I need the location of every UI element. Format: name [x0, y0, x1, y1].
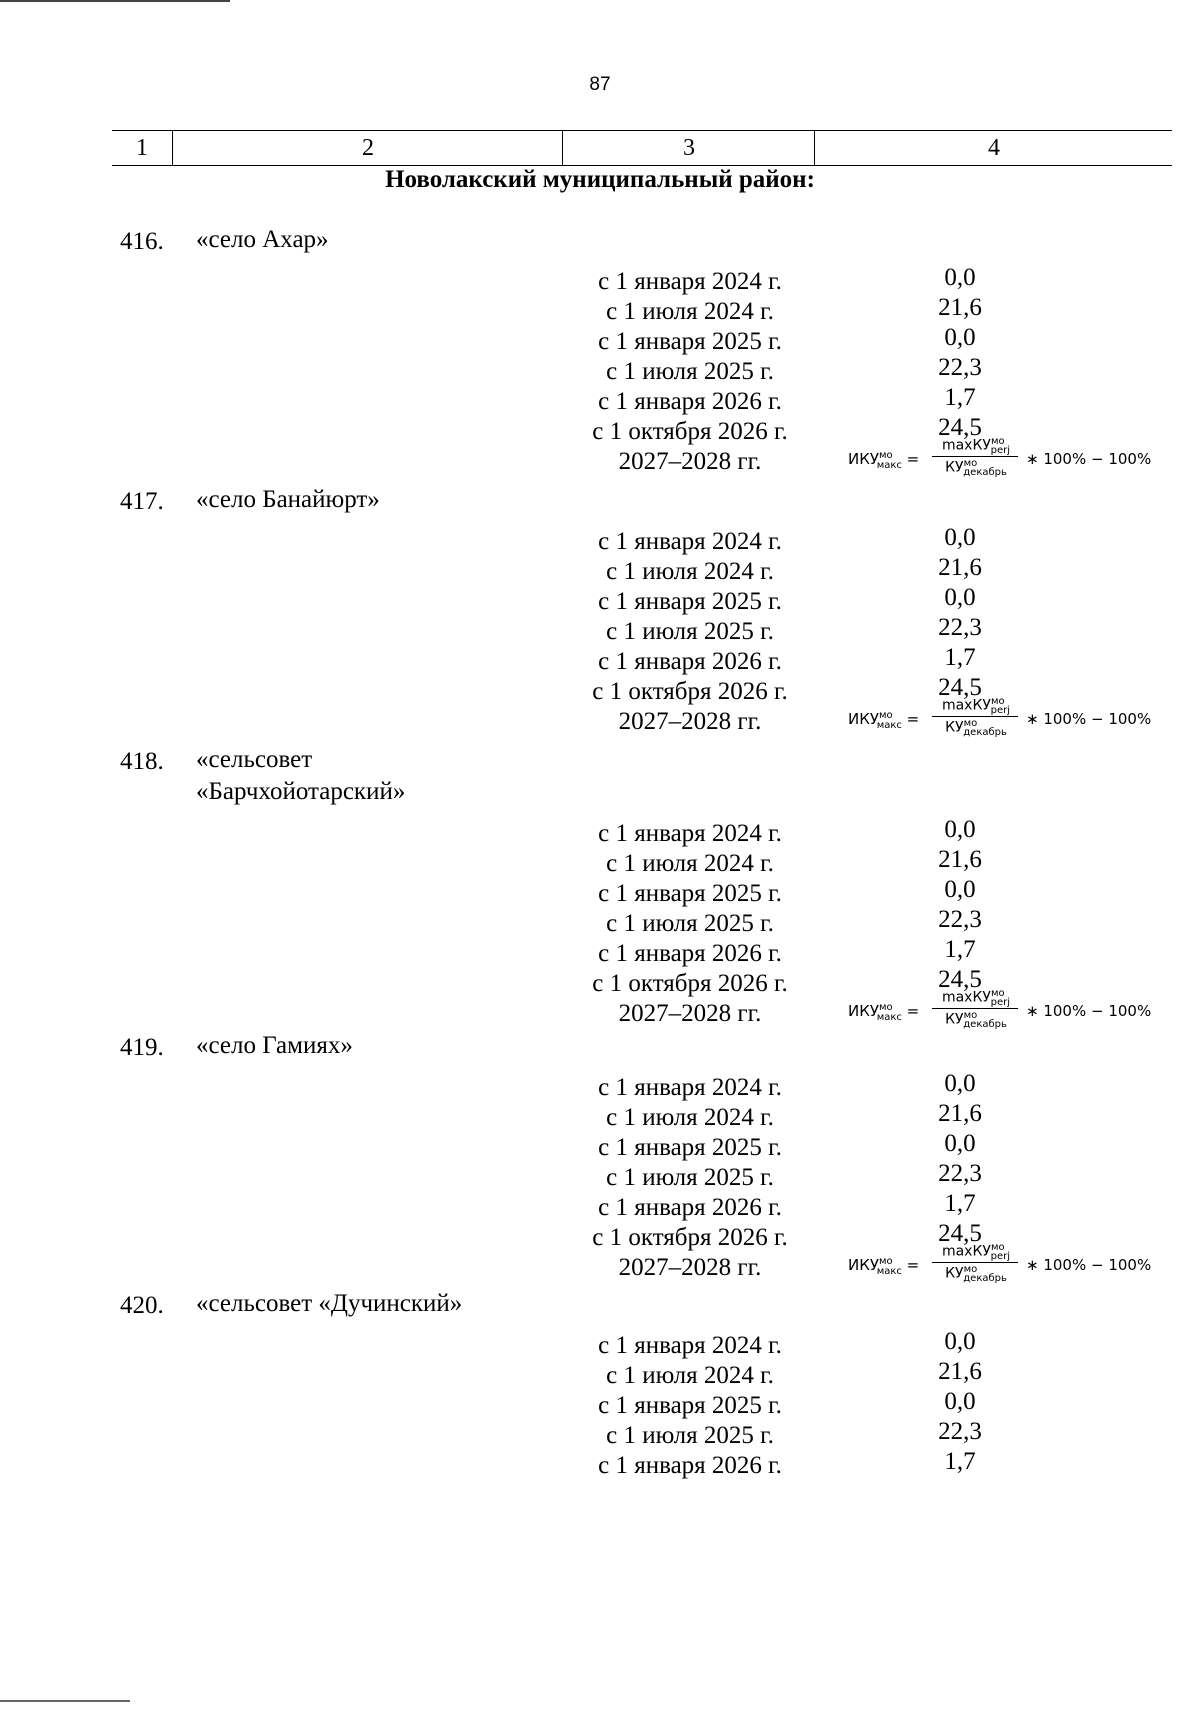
- rate-value: 24,5: [938, 1220, 982, 1247]
- rate-value: 1,7: [944, 1190, 976, 1217]
- period-label: с 1 января 2025 г.: [598, 588, 782, 615]
- rate-value: 21,6: [938, 1100, 982, 1127]
- formula-lhs: $ИКУ^{мо}_{макс}$ =: [848, 1256, 920, 1277]
- rate-value: 21,6: [938, 1358, 982, 1385]
- entry-name: [196, 484, 536, 516]
- rate-value: 1,7: [944, 936, 976, 963]
- rate-value: 1,7: [944, 644, 976, 671]
- period-label: с 1 июля 2024 г.: [606, 1362, 774, 1389]
- formula: [848, 438, 1178, 482]
- region-title: Новолакский муниципальный район:: [385, 166, 815, 193]
- period-label: с 1 июля 2025 г.: [606, 618, 774, 645]
- period-label: с 1 июля 2025 г.: [606, 1422, 774, 1449]
- entry-name: [196, 224, 536, 256]
- rate-value: 24,5: [938, 674, 982, 701]
- formula: [848, 990, 1178, 1034]
- rate-value: 0,0: [944, 584, 976, 611]
- period-label: с 1 января 2025 г.: [598, 1392, 782, 1419]
- column-header-1: 1: [136, 135, 148, 161]
- rate-value: 0,0: [944, 876, 976, 903]
- rate-value: 1,7: [944, 384, 976, 411]
- period-label: с 1 июля 2024 г.: [606, 850, 774, 877]
- formula-fraction-bar: [932, 456, 1018, 457]
- rate-value: 21,6: [938, 846, 982, 873]
- entry-number: 416.: [120, 228, 164, 255]
- entry-name-line: «село Гамиях»: [196, 1032, 353, 1059]
- period-label: с 1 января 2026 г.: [598, 1194, 782, 1221]
- period-label: с 1 января 2025 г.: [598, 328, 782, 355]
- period-label: с 1 июля 2024 г.: [606, 558, 774, 585]
- entry-name-line: «село Ахар»: [196, 226, 329, 253]
- formula-fraction-bar: [932, 1262, 1018, 1263]
- rate-value: 24,5: [938, 966, 982, 993]
- entry-number: 417.: [120, 488, 164, 515]
- period-label: с 1 октября 2026 г.: [592, 970, 788, 997]
- period-label: с 1 июля 2025 г.: [606, 1164, 774, 1191]
- column-header-row: [112, 130, 1172, 166]
- period-label: с 1 января 2024 г.: [598, 820, 782, 847]
- rate-value: 22,3: [938, 354, 982, 381]
- entry-number: 418.: [120, 748, 164, 775]
- rate-value: 1,7: [944, 1448, 976, 1475]
- formula-denominator: $КУ^{мо}_{декабрь}$: [945, 718, 1007, 739]
- period-label: с 1 января 2026 г.: [598, 388, 782, 415]
- formula-rhs: ∗ 100% − 100%: [1026, 710, 1152, 728]
- rate-value: 0,0: [944, 264, 976, 291]
- rate-value: 0,0: [944, 1328, 976, 1355]
- period-label: с 1 января 2025 г.: [598, 880, 782, 907]
- rate-value: 22,3: [938, 906, 982, 933]
- rate-value: 0,0: [944, 816, 976, 843]
- period-label: с 1 июля 2025 г.: [606, 910, 774, 937]
- period-label: 2027–2028 гг.: [618, 448, 762, 475]
- period-label: с 1 января 2025 г.: [598, 1134, 782, 1161]
- rate-value: 22,3: [938, 1160, 982, 1187]
- entry-name-line: «сельсовет «Дучинский»: [196, 1290, 463, 1317]
- rate-value: 0,0: [944, 1130, 976, 1157]
- period-label: 2027–2028 гг.: [618, 708, 762, 735]
- period-label: с 1 июля 2024 г.: [606, 1104, 774, 1131]
- rate-value: 22,3: [938, 1418, 982, 1445]
- formula-numerator: maxКУ$^{мо}_{perj}$: [941, 988, 1011, 1009]
- entry-name: [196, 1288, 536, 1320]
- entry-number: 420.: [120, 1292, 164, 1319]
- entry-name: [196, 744, 536, 808]
- entry-name-line: «Барчхойотарский»: [196, 778, 406, 805]
- formula: [848, 698, 1178, 742]
- column-header-2: 2: [172, 131, 563, 165]
- formula-numerator: maxКУ$^{мо}_{perj}$: [941, 1242, 1011, 1263]
- formula-denominator: $КУ^{мо}_{декабрь}$: [945, 1010, 1007, 1031]
- period-label: с 1 октября 2026 г.: [592, 1224, 788, 1251]
- rate-value: 0,0: [944, 524, 976, 551]
- period-label: с 1 января 2024 г.: [598, 1332, 782, 1359]
- period-label: с 1 января 2024 г.: [598, 528, 782, 555]
- formula-fraction-bar: [932, 1008, 1018, 1009]
- period-label: с 1 июля 2024 г.: [606, 298, 774, 325]
- entry-number: 419.: [120, 1034, 164, 1061]
- period-label: с 1 января 2024 г.: [598, 268, 782, 295]
- formula-rhs: ∗ 100% − 100%: [1026, 1002, 1152, 1020]
- formula-lhs: $ИКУ^{мо}_{макс}$ =: [848, 450, 920, 471]
- entry-name: [196, 1030, 536, 1062]
- formula-rhs: ∗ 100% − 100%: [1026, 1256, 1152, 1274]
- rate-value: 21,6: [938, 554, 982, 581]
- rate-value: 0,0: [944, 1070, 976, 1097]
- entry-name-line: «село Банайюрт»: [196, 486, 380, 513]
- formula-denominator: $КУ^{мо}_{декабрь}$: [945, 458, 1007, 479]
- period-label: 2027–2028 гг.: [618, 1000, 762, 1027]
- period-label: с 1 января 2026 г.: [598, 648, 782, 675]
- rate-value: 0,0: [944, 324, 976, 351]
- period-label: с 1 октября 2026 г.: [592, 678, 788, 705]
- scan-edge-bottom: [0, 1700, 130, 1702]
- formula-fraction-bar: [932, 716, 1018, 717]
- formula-denominator: $КУ^{мо}_{декабрь}$: [945, 1264, 1007, 1285]
- formula-rhs: ∗ 100% − 100%: [1026, 450, 1152, 468]
- formula-numerator: maxКУ$^{мо}_{perj}$: [941, 436, 1011, 457]
- formula-lhs: $ИКУ^{мо}_{макс}$ =: [848, 710, 920, 731]
- formula-numerator: maxКУ$^{мо}_{perj}$: [941, 696, 1011, 717]
- period-label: 2027–2028 гг.: [618, 1254, 762, 1281]
- column-header-3: 3: [562, 131, 815, 165]
- page-number: 87: [589, 74, 611, 95]
- period-label: с 1 января 2026 г.: [598, 1452, 782, 1479]
- scan-edge-top: [0, 0, 230, 2]
- entry-name-line: «сельсовет: [196, 746, 313, 773]
- column-header-4: 4: [814, 131, 1173, 165]
- rate-value: 22,3: [938, 614, 982, 641]
- period-label: с 1 января 2026 г.: [598, 940, 782, 967]
- rate-value: 21,6: [938, 294, 982, 321]
- rate-value: 0,0: [944, 1388, 976, 1415]
- rate-value: 24,5: [938, 414, 982, 441]
- period-label: с 1 октября 2026 г.: [592, 418, 788, 445]
- period-label: с 1 января 2024 г.: [598, 1074, 782, 1101]
- period-label: с 1 июля 2025 г.: [606, 358, 774, 385]
- formula: [848, 1244, 1178, 1288]
- formula-lhs: $ИКУ^{мо}_{макс}$ =: [848, 1002, 920, 1023]
